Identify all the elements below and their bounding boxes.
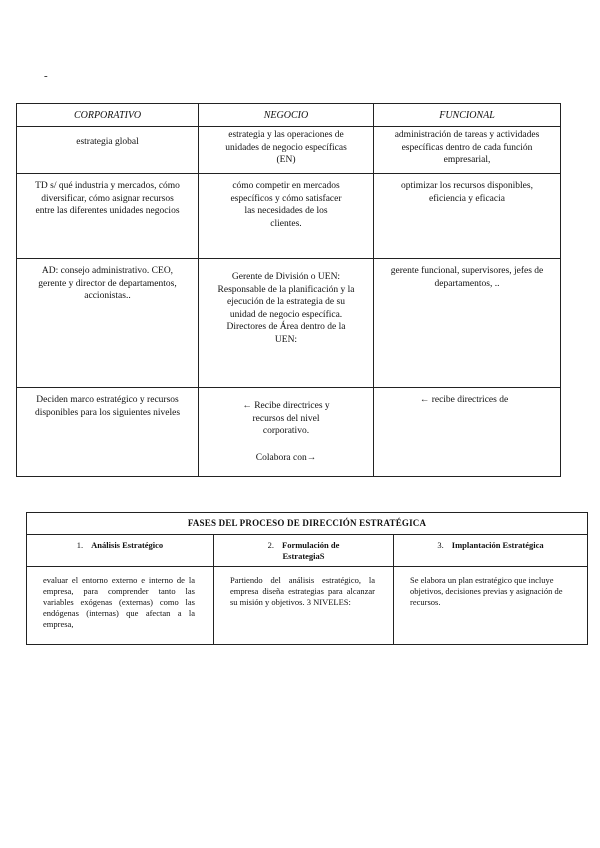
header-funcional: FUNCIONAL — [374, 104, 561, 127]
table-cell: administración de tareas y actividades específicas dentro de cada función empresarial, — [374, 127, 561, 174]
strategic-process-phases-table — [26, 512, 588, 645]
strategy-levels-table — [16, 103, 561, 477]
table-row — [17, 388, 561, 477]
table-cell: estrategia global — [17, 127, 199, 174]
table-cell: cómo competir en mercados específicos y cómo satisfacer las necesidades de los clientes. — [199, 174, 374, 259]
phase-2-description: Partiendo del análisis estratégico, la empresa diseña estrategias para alcanzar su misión y objetivos. 3 NIVELES: — [214, 567, 394, 645]
table-row — [17, 259, 561, 388]
phase-1-header: 1. Análisis Estratégico — [27, 535, 214, 567]
table-cell: ← recibe directrices de — [374, 388, 561, 477]
table-header-row — [17, 104, 561, 127]
header-corporativo: CORPORATIVO — [17, 104, 199, 127]
header-negocio: NEGOCIO — [199, 104, 374, 127]
phases-title: FASES DEL PROCESO DE DIRECCIÓN ESTRATÉGICA — [27, 513, 588, 535]
table-cell: AD: consejo administrativo. CEO, gerente y director de departamentos, accionistas.. — [17, 259, 199, 388]
phase-2-header: 2. Formulación de EstrategiaS — [214, 535, 394, 567]
phase-3-header: 3. Implantación Estratégica — [394, 535, 588, 567]
table-cell: gerente funcional, supervisores, jefes de departamentos, .. — [374, 259, 561, 388]
table-row — [17, 127, 561, 174]
collabora-text: Colabora con→ — [255, 452, 317, 463]
table-cell: TD s/ qué industria y mercados, cómo diversificar, cómo asignar recursos entre las diferentes unidades negocios — [17, 174, 199, 259]
table-cell: optimizar los recursos disponibles, eficiencia y eficacia — [374, 174, 561, 259]
table-row — [17, 174, 561, 259]
table-cell: estrategia y las operaciones de unidades de negocio específicas (EN) — [199, 127, 374, 174]
table-cell: Deciden marco estratégico y recursos disponibles para los siguientes niveles — [17, 388, 199, 477]
table-cell: ← Recibe directrices y recursos del nivel corporativo. Colabora con→ — [199, 388, 374, 477]
phase-3-description: Se elabora un plan estratégico que incluye objetivos, decisiones previas y asignación de recursos. — [394, 567, 588, 645]
page-dash: - — [44, 70, 48, 82]
phase-1-description: evaluar el entorno externo e interno de la empresa, para comprender tanto las variables exógenas (externas) como las endógenas (internas) que afectan a la empresa, — [27, 567, 214, 645]
table-cell: Gerente de División o UEN: Responsable de la planificación y la ejecución de la estrategia de su unidad de negocio específica. Directores de Área dentro de la UEN: — [199, 259, 374, 388]
